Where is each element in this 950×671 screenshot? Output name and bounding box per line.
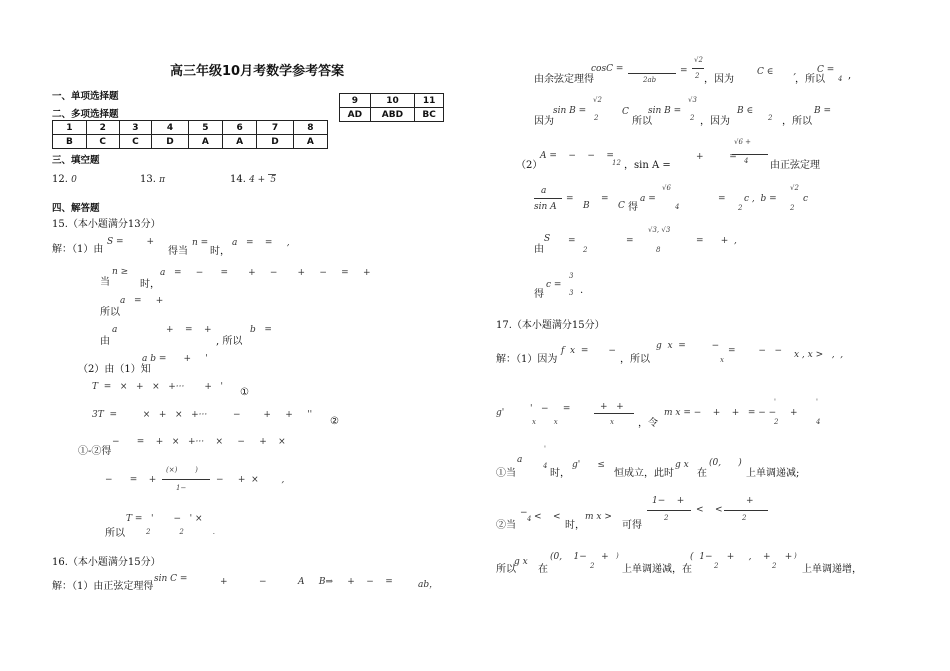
text: 上单调递减;	[746, 468, 800, 479]
formula-fragment: B	[583, 201, 590, 211]
page-title: 高三年级10月考数学参考答案	[170, 64, 345, 79]
formula-fragment: sin A	[534, 202, 557, 212]
single-choice-answer-row	[53, 135, 328, 149]
formula-fragment: ' − =	[530, 404, 571, 414]
text: 所以	[100, 307, 120, 318]
formula-fragment: 2	[768, 114, 773, 122]
formula-fragment: ( 1− + , + +	[690, 552, 793, 562]
formula-fragment: C ∈ ,	[757, 67, 797, 77]
text: 由正弦定理	[770, 160, 820, 171]
formula-fragment: c =	[546, 280, 562, 290]
formula-fragment: + =	[696, 152, 737, 162]
table-cell: 10	[370, 94, 414, 108]
formula-fragment: √6	[662, 184, 671, 192]
formula-fragment: 3T = × + × +··· − + + ''	[92, 410, 313, 420]
text: 得当	[168, 246, 188, 257]
formula-fragment: √3, √3	[648, 226, 671, 234]
fraction-bar	[162, 479, 210, 480]
formula-fragment: g' ≤	[572, 460, 605, 470]
formula-fragment: √2	[694, 56, 703, 64]
text: （2）由（1）知	[78, 364, 151, 375]
formula-fragment: x	[720, 356, 724, 364]
formula-fragment: a = +	[120, 296, 164, 306]
section-single-choice: 一、单项选择题	[52, 91, 119, 102]
formula-fragment: T = × + × +··· + '	[92, 382, 223, 392]
text: 上单调递减，在	[622, 564, 692, 575]
formula-fragment: 4	[838, 75, 843, 83]
formula-fragment: 4	[543, 462, 548, 470]
answer-value: π	[159, 175, 166, 185]
formula-fragment: 2	[583, 246, 588, 254]
table-cell: A	[293, 135, 327, 149]
formula-fragment: = + ,	[696, 236, 737, 246]
formula-fragment: A = − − =	[540, 151, 614, 161]
formula-fragment: 4	[816, 418, 821, 426]
text: 时，	[550, 468, 570, 479]
formula-fragment: 2	[738, 204, 743, 212]
fraction-bar	[724, 510, 768, 511]
text: 得	[628, 202, 638, 213]
formula-fragment: 2	[590, 562, 595, 570]
formula-fragment: x	[610, 418, 614, 426]
formula-fragment: a	[517, 455, 523, 465]
text: ②当	[496, 520, 516, 531]
formula-fragment: 3	[569, 272, 574, 280]
formula-fragment: 2	[742, 514, 747, 522]
radical-sign: 5	[270, 175, 277, 185]
formula-fragment: g'	[496, 408, 505, 418]
table-cell: A	[222, 135, 256, 149]
text: 解：（1）因为	[496, 354, 558, 365]
text: ,	[848, 70, 852, 81]
text: 因为	[534, 116, 554, 127]
formula-fragment: n ≥	[112, 267, 129, 277]
text: , 所以	[216, 336, 243, 347]
formula-fragment: )	[616, 552, 619, 560]
formula-fragment: 2	[772, 562, 777, 570]
formula-fragment: (×) )	[166, 466, 198, 474]
text: 得	[534, 289, 544, 300]
formula-fragment: a = = ,	[232, 238, 290, 248]
section-multi-choice: 二、多项选择题	[52, 109, 119, 120]
formula-fragment: 2	[695, 72, 700, 80]
table-cell: 1	[53, 121, 87, 135]
formula-fragment: < <	[696, 505, 723, 515]
text: 由余弦定理得	[534, 74, 594, 85]
formula-fragment: =	[680, 66, 688, 76]
formula-fragment: c , b =	[744, 194, 777, 204]
answer-value: 4 +	[249, 175, 266, 185]
formula-fragment: cosC =	[591, 64, 624, 74]
text: 当	[100, 277, 110, 288]
fill-in-13	[140, 174, 165, 185]
formula-fragment: sin B =	[648, 106, 682, 116]
formula-fragment: +	[790, 408, 798, 418]
text: 在	[697, 468, 707, 479]
formula-fragment: n =	[192, 238, 209, 248]
text: ，因为	[704, 74, 734, 85]
text: ，所以	[795, 74, 825, 85]
section-solve: 四、解答题	[52, 203, 100, 214]
formula-fragment: − + × ,	[216, 475, 285, 485]
formula-fragment: 2 2 .	[146, 528, 215, 536]
formula-fragment: − = +	[105, 475, 157, 485]
formula-fragment: S	[544, 234, 551, 244]
formula-fragment: =	[626, 236, 634, 246]
fraction-bar	[594, 413, 634, 414]
text: 可得	[622, 520, 642, 531]
formula-fragment: S = +	[107, 237, 154, 247]
formula-fragment: 2	[690, 114, 695, 122]
fraction-bar	[534, 198, 562, 199]
text: 所以	[496, 564, 516, 575]
formula-fragment: m x = − + + = − −	[664, 408, 777, 418]
q15-header: 15.（本小题满分13分）	[52, 219, 161, 230]
text: 时，	[140, 279, 160, 290]
answer-value: 0	[71, 175, 77, 185]
formula-fragment: 8	[656, 246, 661, 254]
text: ，因为	[700, 116, 730, 127]
formula-fragment: = − −	[728, 346, 783, 356]
formula-fragment: T = ' − ' ×	[126, 514, 203, 524]
formula-fragment: a + = +	[112, 325, 212, 335]
table-cell: C	[119, 135, 152, 149]
formula-fragment: B =	[814, 106, 832, 116]
formula-fragment: 4	[744, 157, 749, 165]
fill-in-12	[52, 174, 77, 185]
formula-fragment: x , x > , ,	[794, 350, 844, 360]
formula-fragment: C =	[817, 65, 835, 75]
table-cell: AD	[340, 108, 371, 122]
table-cell: A	[188, 135, 222, 149]
fraction-bar	[647, 510, 691, 511]
text: 解：（1）由	[52, 244, 104, 255]
formula-fragment: '	[544, 445, 546, 453]
formula-fragment: a b = + '	[142, 354, 208, 364]
q16-header: 16.（本小题满分15分）	[52, 557, 161, 568]
formula-fragment: √6 +	[734, 138, 752, 146]
fraction-bar	[628, 73, 676, 74]
formula-fragment: =	[601, 194, 609, 204]
formula-fragment: C	[622, 107, 629, 117]
circled-one: ①	[240, 387, 249, 398]
formula-fragment: − = + × +··· × − + ×	[112, 437, 286, 447]
text: 所以	[105, 528, 125, 539]
fraction-bar	[732, 154, 768, 155]
table-cell: 2	[86, 121, 119, 135]
formula-fragment: 12	[612, 159, 621, 167]
text: ①当	[496, 468, 516, 479]
formula-fragment: 3	[569, 289, 574, 297]
formula-fragment: )	[794, 552, 797, 560]
text: 解：（1）由正弦定理得	[52, 581, 154, 592]
question-number: 12.	[52, 174, 68, 185]
formula-fragment: =	[718, 194, 726, 204]
text: 由	[100, 336, 110, 347]
text: .	[580, 285, 584, 296]
multi-choice-answer-row	[340, 108, 444, 122]
formula-fragment: 1− +	[652, 496, 685, 506]
table-cell: B	[53, 135, 87, 149]
formula-fragment: =	[568, 236, 576, 246]
formula-fragment: '	[774, 398, 776, 406]
text: 由	[534, 244, 544, 255]
formula-fragment: b =	[250, 325, 272, 335]
text: ，令	[638, 418, 658, 429]
text: 在	[538, 564, 548, 575]
formula-fragment: c	[803, 194, 809, 204]
question-number: 13.	[140, 174, 156, 185]
text: 上单调递增，	[802, 564, 862, 575]
table-cell: 9	[340, 94, 371, 108]
table-cell: D	[257, 135, 293, 149]
formula-fragment: =	[566, 194, 574, 204]
formula-fragment: √2	[593, 96, 602, 104]
formula-fragment: 4	[527, 515, 532, 523]
text: 恒成立，此时	[614, 468, 674, 479]
formula-fragment: f x = −	[561, 346, 616, 356]
formula-fragment: < <	[534, 512, 561, 522]
table-cell: ABD	[370, 108, 414, 122]
formula-fragment: (0, 1− +	[550, 552, 609, 562]
multi-choice-number-row	[340, 94, 444, 108]
table-cell: 7	[257, 121, 293, 135]
text: ，sin A =	[624, 160, 671, 171]
text: 时，	[565, 520, 585, 531]
formula-fragment: x x	[532, 418, 558, 426]
formula-fragment: 2	[774, 418, 779, 426]
text: ，所以	[782, 116, 812, 127]
formula-fragment: a =	[640, 194, 656, 204]
single-choice-table	[52, 120, 328, 149]
formula-fragment: a = − = + − + − = +	[160, 268, 371, 278]
formula-fragment: 2	[594, 114, 599, 122]
q17-header: 17.（本小题满分15分）	[496, 320, 605, 331]
formula-fragment: 2	[790, 204, 795, 212]
multi-choice-table	[339, 93, 444, 122]
table-cell: BC	[415, 108, 444, 122]
formula-fragment: g x	[514, 557, 528, 567]
text: 所以	[632, 116, 652, 127]
table-cell: 6	[222, 121, 256, 135]
formula-fragment: sin C =	[154, 574, 188, 584]
formula-fragment: 2ab	[643, 76, 657, 84]
q15-line-1	[52, 240, 103, 255]
fill-in-14	[230, 174, 276, 185]
table-cell: 11	[415, 94, 444, 108]
formula-fragment: ab，	[418, 580, 439, 590]
formula-fragment: B ∈	[737, 106, 754, 116]
table-cell: 5	[188, 121, 222, 135]
formula-fragment: √2	[790, 184, 799, 192]
table-cell: D	[152, 135, 188, 149]
formula-fragment: 1−	[176, 484, 187, 492]
question-number: 14.	[230, 174, 246, 185]
formula-fragment: −	[520, 508, 528, 518]
formula-fragment: 4	[675, 203, 680, 211]
circled-two: ②	[330, 416, 339, 427]
formula-fragment: 2	[664, 514, 669, 522]
formula-fragment: '	[816, 398, 818, 406]
table-cell: 4	[152, 121, 188, 135]
formula-fragment: m x >	[585, 512, 612, 522]
table-cell: 3	[119, 121, 152, 135]
section-fill-in: 三、填空题	[52, 155, 100, 166]
table-cell: C	[86, 135, 119, 149]
formula-fragment: sin B =	[553, 106, 587, 116]
formula-fragment: g x	[675, 460, 689, 470]
formula-fragment: +	[746, 496, 754, 506]
formula-fragment: + − A B⇒ + − =	[220, 577, 393, 587]
formula-fragment: √3	[688, 96, 697, 104]
formula-fragment: a	[541, 186, 547, 196]
formula-fragment: g x = −	[656, 341, 720, 351]
formula-fragment: + +	[600, 402, 624, 412]
formula-fragment: (0, )	[709, 458, 742, 468]
formula-fragment: 2	[714, 562, 719, 570]
text: ①-②得	[78, 446, 112, 457]
single-choice-number-row	[53, 121, 328, 135]
text: ，所以	[620, 354, 650, 365]
fraction-bar	[692, 68, 704, 69]
formula-fragment: C	[618, 201, 625, 211]
table-cell: 8	[293, 121, 327, 135]
text: 时，	[210, 246, 230, 257]
text: （2）	[516, 160, 543, 171]
